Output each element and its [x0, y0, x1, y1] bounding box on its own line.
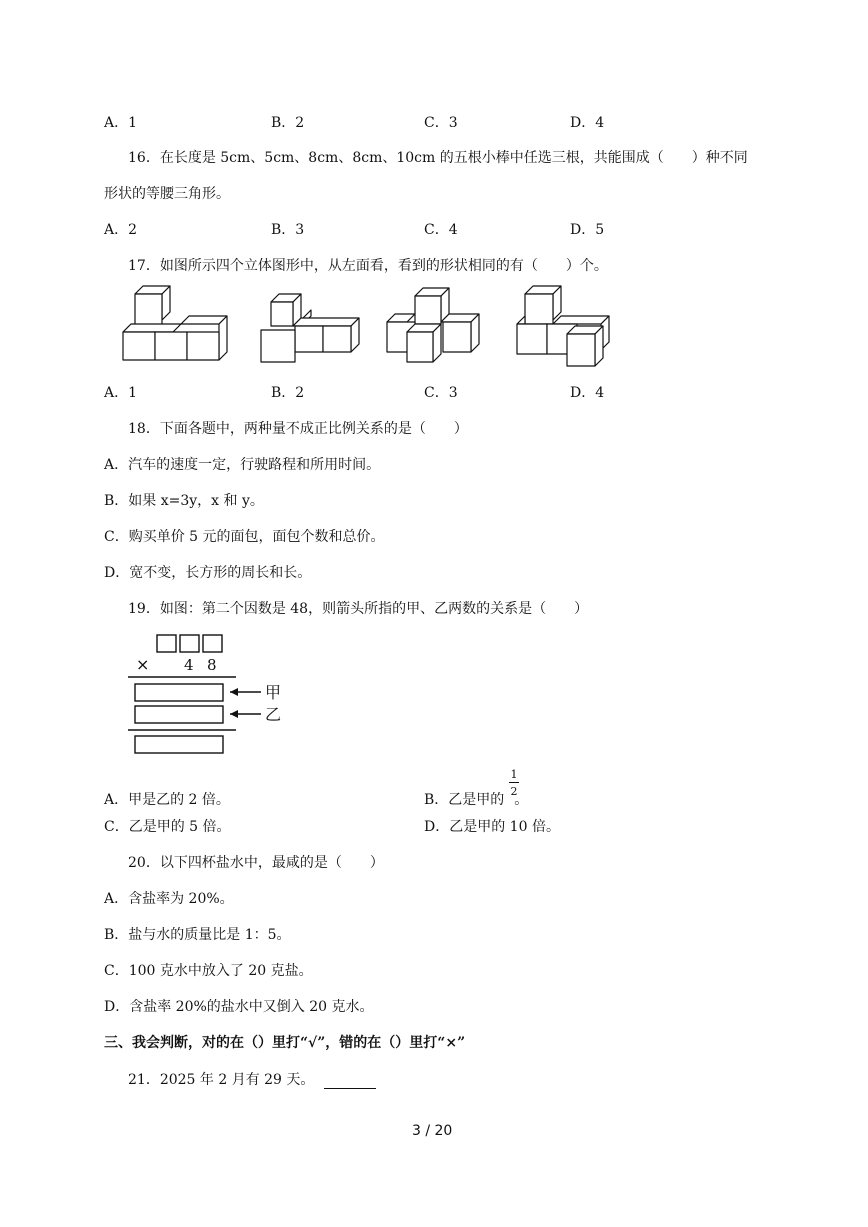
q17-text: 17．如图所示四个立体图形中，从左面看，看到的形状相同的有（ ）个。 — [128, 258, 608, 274]
digit-8: 8 — [207, 656, 217, 674]
q19-multiplication-diagram — [125, 632, 295, 758]
q17-option-a: A．1 — [104, 385, 138, 401]
q16-option-d: D．5 — [570, 222, 605, 238]
q18-option-d: D．宽不变，长方形的周长和长。 — [104, 565, 312, 581]
q20-option-b: B．盐与水的质量比是 1：5。 — [104, 927, 291, 943]
digit-4: 4 — [184, 656, 194, 674]
q16-text-line1: 16．在长度是 5cm、5cm、8cm、8cm、10cm 的五根小棒中任选三根，共能围成（ ）种不同 — [128, 150, 748, 166]
label-yi: 乙 — [265, 705, 282, 724]
q16-option-b: B．3 — [271, 222, 305, 238]
q18-option-a: A．汽车的速度一定，行驶路程和所用时间。 — [104, 457, 381, 473]
q16-text-line2: 形状的等腰三角形。 — [104, 186, 230, 202]
fraction-denominator: 2 — [510, 785, 518, 798]
q19-option-a: A．甲是乙的 2 倍。 — [104, 792, 230, 808]
label-jia: 甲 — [265, 683, 282, 702]
solid-figure-3 — [387, 288, 479, 362]
q21-statement: 21．2025 年 2 月有 29 天。 — [128, 1072, 315, 1088]
q15-option-c: C．3 — [424, 115, 458, 131]
q18-text: 18．下面各题中，两种量不成正比例关系的是（ ） — [128, 421, 468, 437]
solid-figure-4 — [517, 286, 609, 366]
q20-option-a: A．含盐率为 20%。 — [104, 891, 234, 907]
final-product — [135, 736, 223, 753]
q19-text: 19．如图：第二个因数是 48，则箭头所指的甲、乙两数的关系是（ ） — [128, 601, 589, 617]
q17-solid-figures — [115, 282, 625, 367]
section-3-heading: 三、我会判断，对的在（）里打“√”，错的在（）里打“×” — [104, 1035, 466, 1051]
q17-option-b: B．2 — [271, 385, 305, 401]
partial-product-yi — [135, 706, 223, 723]
solid-figure-2 — [261, 294, 359, 362]
q15-option-d: D．4 — [570, 115, 605, 131]
q20-text: 20．以下四杯盐水中，最咸的是（ ） — [128, 855, 384, 871]
times-sign: × — [136, 655, 150, 674]
q19-option-b-suffix: 。 — [514, 792, 529, 808]
fraction-bar — [509, 782, 519, 783]
q15-option-a: A．1 — [104, 115, 138, 131]
q20-option-c: C．100 克水中放入了 20 克盐。 — [104, 963, 313, 979]
q18-option-c: C．购买单价 5 元的面包，面包个数和总价。 — [104, 529, 385, 545]
q21-answer-blank[interactable] — [324, 1074, 376, 1089]
q16-option-c: C．4 — [424, 222, 458, 238]
q16-option-a: A．2 — [104, 222, 138, 238]
q18-option-b: B．如果 x=3y，x 和 y。 — [104, 493, 264, 509]
q20-option-d: D．含盐率 20%的盐水中又倒入 20 克水。 — [104, 999, 374, 1015]
digit-box-1 — [157, 635, 176, 652]
q19-option-b-prefix: B．乙是甲的 — [424, 792, 505, 808]
solid-figure-1 — [123, 286, 227, 360]
q19-option-d: D．乙是甲的 10 倍。 — [424, 819, 560, 835]
q21-text — [128, 1071, 376, 1089]
page-number: 3 / 20 — [412, 1123, 453, 1139]
q19-option-c: C．乙是甲的 5 倍。 — [104, 819, 231, 835]
digit-box-2 — [180, 635, 199, 652]
q17-option-d: D．4 — [570, 385, 605, 401]
digit-box-3 — [203, 635, 222, 652]
fraction-numerator: 1 — [510, 768, 518, 781]
q17-option-c: C．3 — [424, 385, 458, 401]
q15-option-b: B．2 — [271, 115, 305, 131]
partial-product-jia — [135, 684, 223, 701]
